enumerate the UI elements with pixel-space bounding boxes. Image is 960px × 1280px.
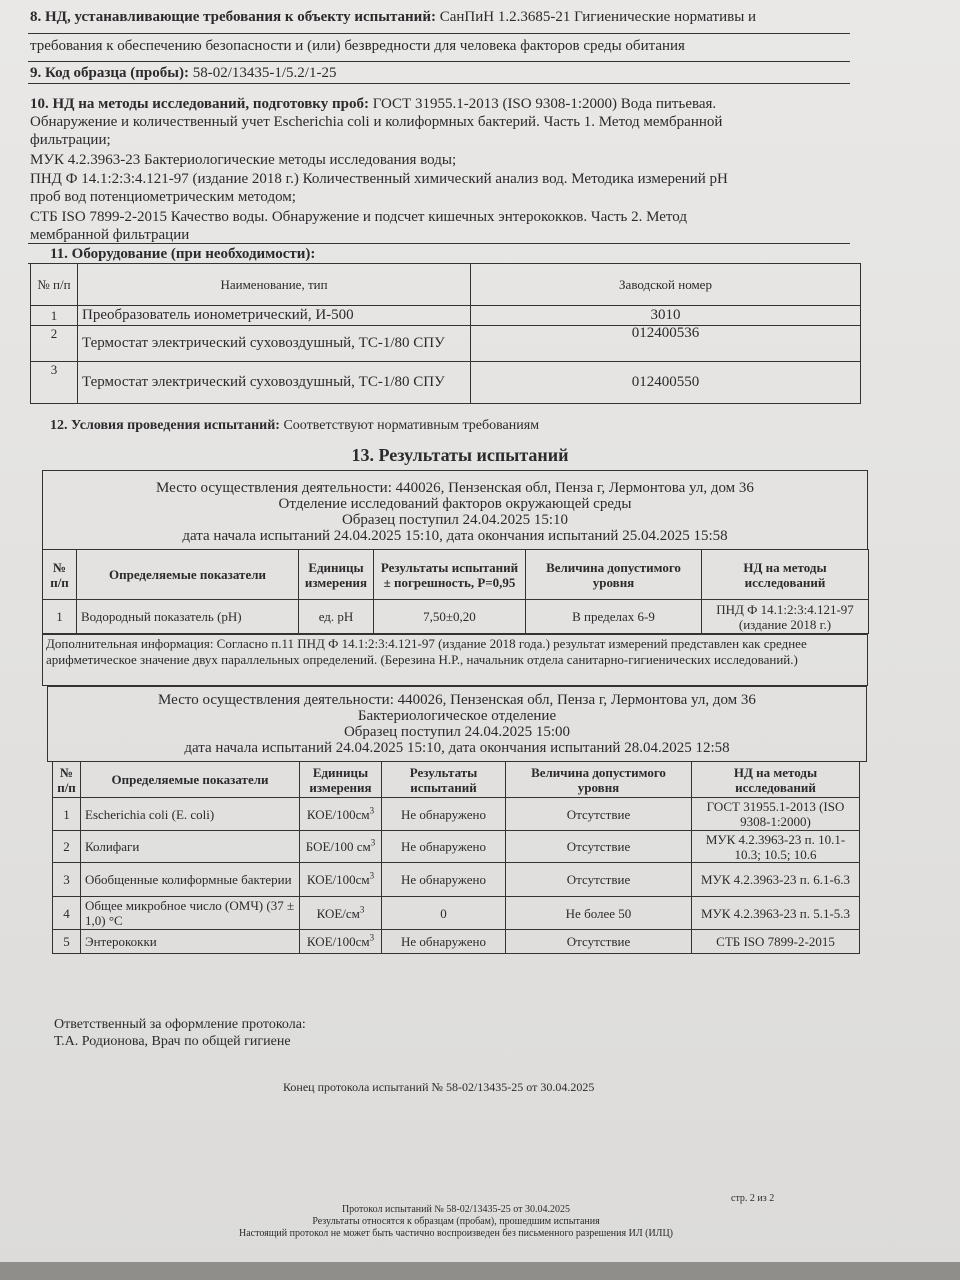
cell-indicator: Escherichia coli (E. coli) — [81, 798, 300, 831]
results1-header — [42, 470, 868, 550]
col-header-unit: Единицы измерения — [300, 762, 382, 798]
table-row — [53, 798, 860, 831]
results1-table — [42, 549, 869, 634]
cell-indicator: Водородный показатель (pH) — [77, 600, 299, 634]
cell-unit — [300, 863, 382, 897]
section-12-value: Соответствуют нормативным требованиям — [283, 418, 540, 433]
cell-method: МУК 4.2.3963-23 п. 5.1-5.3 — [692, 897, 860, 930]
section-10-line: СТБ ISO 7899-2-2015 Качество воды. Обнаружение и подсчет кишечных энтерококков. Часть 2. Метод — [30, 209, 687, 225]
underline — [28, 243, 850, 244]
cell-method: ГОСТ 31955.1-2013 (ISO 9308-1:2000) — [692, 798, 860, 831]
results1-received: Образец поступил 24.04.2025 15:10 — [341, 512, 569, 528]
section-8-value: СанПиН 1.2.3685-21 Гигиенические нормативы и — [439, 9, 757, 25]
col-header-indicator: Определяемые показатели — [81, 762, 300, 798]
cell-serial: 012400550 — [471, 362, 861, 404]
section-9 — [30, 64, 336, 82]
results1-dept: Отделение исследований факторов окружающей среды — [278, 496, 632, 512]
col-header-unit: Единицы измерения — [299, 550, 374, 600]
section-8-label: 8. НД, устанавливающие требования к объекту испытаний: — [30, 9, 436, 25]
cell-unit-text: КОЕ/см — [316, 905, 360, 921]
cell-limit: Отсутствие — [506, 798, 692, 831]
cell-result: 7,50±0,20 — [374, 600, 526, 634]
section-9-value: 58-02/13435-1/5.2/1-25 — [192, 65, 337, 81]
cell-method: МУК 4.2.3963-23 п. 10.1-10.3; 10.5; 10.6 — [692, 831, 860, 863]
col-header-indicator: Определяемые показатели — [77, 550, 299, 600]
table-header-row — [53, 762, 860, 798]
cell-unit-sup: 3 — [370, 837, 376, 848]
responsible-label: Ответственный за оформление протокола: — [54, 1017, 306, 1032]
cell-limit: Отсутствие — [506, 863, 692, 897]
cell-unit-sup: 3 — [369, 932, 375, 943]
col-header-method: НД на методы исследований — [692, 762, 860, 798]
cell-indicator: Энтерококки — [81, 930, 300, 954]
background-surface — [0, 1262, 960, 1280]
cell-num: 1 — [31, 306, 78, 326]
cell-method: МУК 4.2.3963-23 п. 6.1-6.3 — [692, 863, 860, 897]
underline — [28, 61, 850, 62]
cell-unit-text: БОЕ/100 см — [305, 839, 371, 854]
section-10-line: ГОСТ 31955.1-2013 (ISO 9308-1:2000) Вода питьевая. — [372, 96, 717, 112]
col-header-serial: Заводской номер — [471, 264, 861, 306]
cell-result: 0 — [382, 897, 506, 930]
cell-indicator: Обобщенные колиформные бактерии — [81, 863, 300, 897]
section-11-label: 11. Оборудование (при необходимости): — [50, 246, 316, 262]
table-row — [31, 362, 861, 404]
cell-unit-text: КОЕ/100см — [306, 872, 370, 887]
section-12-label: 12. Условия проведения испытаний: — [50, 418, 280, 433]
cell-unit — [300, 930, 382, 954]
cell-method: ПНД Ф 14.1:2:3:4.121-97 (издание 2018 г.) — [702, 600, 869, 634]
results1-place: Место осуществления деятельности: 440026, Пензенская обл, Пенза г, Лермонтова ул, дом 36 — [156, 480, 754, 496]
col-header-method: НД на методы исследований — [702, 550, 869, 600]
cell-num: 4 — [53, 897, 81, 930]
results2-header — [47, 686, 867, 762]
section-8-line1 — [30, 8, 756, 26]
table-row — [53, 863, 860, 897]
footer-line: Результаты относятся к образцам (пробам), прошедшим испытания — [312, 1216, 600, 1227]
footer-line: Протокол испытаний № 58-02/13435-25 от 30.04.2025 — [341, 1204, 571, 1215]
cell-indicator: Колифаги — [81, 831, 300, 863]
cell-name: Термостат электрический суховоздушный, ТС-1/80 СПУ — [78, 326, 471, 362]
cell-limit: Отсутствие — [506, 831, 692, 863]
cell-unit: ед. pH — [299, 600, 374, 634]
section-10-line: МУК 4.2.3963-23 Бактериологические методы исследования воды; — [30, 152, 457, 168]
cell-limit: Не более 50 — [506, 897, 692, 930]
cell-limit: Отсутствие — [506, 930, 692, 954]
section-8-value2: требования к обеспечению безопасности и (или) безвредности для человека факторов среды обитания — [30, 38, 685, 54]
results2-dates: дата начала испытаний 24.04.2025 15:10, дата окончания испытаний 28.04.2025 12:58 — [184, 740, 730, 756]
results2-dept: Бактериологическое отделение — [357, 708, 557, 724]
cell-unit-text: КОЕ/100см — [306, 934, 370, 949]
end-of-protocol: Конец протокола испытаний № 58-02/13435-25 от 30.04.2025 — [283, 1080, 595, 1094]
cell-unit — [300, 831, 382, 863]
cell-result: Не обнаружено — [382, 798, 506, 831]
page-number: стр. 2 из 2 — [731, 1193, 775, 1204]
section-9-label: 9. Код образца (пробы): — [30, 65, 189, 81]
cell-num: 1 — [43, 600, 77, 634]
section-10-line: Обнаружение и количественный учет Escherichia coli и колиформных бактерий. Часть 1. Метод мембранной — [30, 114, 723, 130]
table-row — [31, 306, 861, 326]
cell-serial: 012400536 — [471, 326, 861, 362]
equipment-table — [30, 263, 861, 404]
cell-num: 3 — [31, 362, 78, 404]
cell-unit-text: КОЕ/100см — [306, 806, 370, 822]
table-row — [53, 897, 860, 930]
cell-unit — [300, 897, 382, 930]
underline — [28, 33, 850, 34]
cell-unit-sup: 3 — [369, 805, 375, 816]
cell-indicator: Общее микробное число (ОМЧ) (37 ± 1,0) °С — [81, 897, 300, 930]
section-10-line: мембранной фильтрации — [30, 227, 190, 243]
results2-place: Место осуществления деятельности: 440026, Пензенская обл, Пенза г, Лермонтова ул, дом 36 — [158, 692, 756, 708]
results2-table — [52, 761, 860, 954]
cell-name: Преобразователь иономeтрический, И-500 — [78, 306, 471, 326]
table-row — [43, 600, 869, 634]
results-title: 13. Результаты испытаний — [351, 445, 569, 465]
section-10-line1 — [30, 95, 716, 113]
cell-name: Термостат электрический суховоздушный, ТС-1/80 СПУ — [78, 362, 471, 404]
cell-limit: В пределах 6-9 — [526, 600, 702, 634]
cell-method: СТБ ISO 7899-2-2015 — [692, 930, 860, 954]
table-row — [53, 930, 860, 954]
underline — [28, 83, 850, 84]
cell-result: Не обнаружено — [382, 863, 506, 897]
results1-note: Дополнительная информация: Согласно п.11 ПНД Ф 14.1:2:3:4.121-97 (издание 2018 года.) результат измерений представлен как среднее арифметическое значение двух параллельных определений. (Березина Н.Р., начальник отдела санитарно-гигиенических исследований.) — [42, 634, 868, 686]
col-header-num: № п/п — [43, 550, 77, 600]
cell-num: 5 — [53, 930, 81, 954]
section-10-line: фильтрации; — [30, 132, 111, 148]
col-header-name: Наименование, тип — [78, 264, 471, 306]
col-header-limit: Величина допустимого уровня — [506, 762, 692, 798]
cell-unit — [300, 798, 382, 831]
cell-result: Не обнаружено — [382, 831, 506, 863]
table-header-row — [31, 264, 861, 306]
section-10-line: ПНД Ф 14.1:2:3:4.121-97 (издание 2018 г.) Количественный химический анализ вод. Методика измерений рН — [30, 171, 728, 187]
table-row — [31, 326, 861, 362]
table-header-row — [43, 550, 869, 600]
cell-serial: 3010 — [471, 306, 861, 326]
cell-unit-sup: 3 — [369, 870, 375, 881]
responsible-person: Т.А. Родионова, Врач по общей гигиене — [54, 1034, 291, 1049]
section-12 — [50, 417, 539, 435]
cell-result: Не обнаружено — [382, 930, 506, 954]
col-header-result: Результаты испытаний ± погрешность, P=0,95 — [374, 550, 526, 600]
cell-num: 2 — [31, 326, 78, 362]
col-header-num: № п/п — [31, 264, 78, 306]
footer-line: Настоящий протокол не может быть частично воспроизведен без письменного разрешения ИЛ (ИЛЦ) — [238, 1228, 673, 1239]
col-header-num: № п/п — [53, 762, 81, 798]
table-row — [53, 831, 860, 863]
section-10-line: проб вод потенциометрическим методом; — [30, 189, 296, 205]
cell-num: 2 — [53, 831, 81, 863]
cell-unit-sup: 3 — [359, 904, 365, 915]
col-header-result: Результаты испытаний — [382, 762, 506, 798]
results2-received: Образец поступил 24.04.2025 15:00 — [343, 724, 571, 740]
cell-num: 1 — [53, 798, 81, 831]
footer — [0, 1204, 912, 1240]
section-10-label: 10. НД на методы исследований, подготовку проб: — [30, 96, 369, 112]
col-header-limit: Величина допустимого уровня — [526, 550, 702, 600]
results1-dates: дата начала испытаний 24.04.2025 15:10, дата окончания испытаний 25.04.2025 15:58 — [182, 528, 728, 544]
cell-num: 3 — [53, 863, 81, 897]
